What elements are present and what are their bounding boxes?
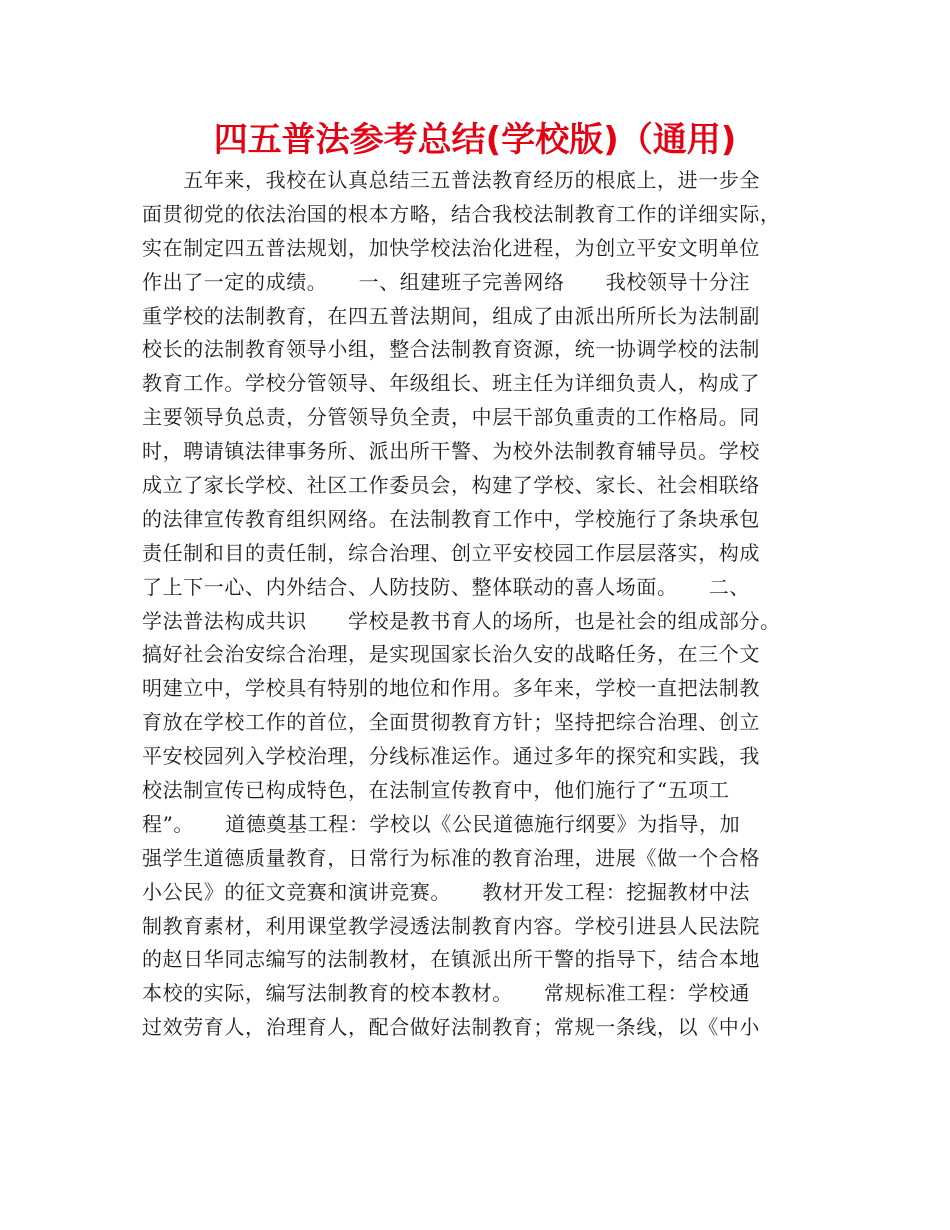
body-line: 育放在学校工作的首位，全面贯彻教育方针；坚持把综合治理、创立 — [142, 710, 760, 735]
document-title: 四五普法参考总结(学校版)（通用) — [213, 120, 737, 160]
body-line: 的赵日华同志编写的法制教材，在镇派出所干警的指导下，结合本地 — [142, 947, 760, 972]
body-line: 教育工作。学校分管领导、年级组长、班主任为详细负责人，构成了 — [142, 371, 760, 396]
body-line: 搞好社会治安综合治理，是实现国家长治久安的战略任务，在三个文 — [142, 642, 760, 667]
body-line: 了上下一心、内外结合、人防技防、整体联动的喜人场面。 二、 — [142, 574, 750, 599]
body-line: 时，聘请镇法律事务所、派出所干警、为校外法制教育辅导员。学校 — [142, 439, 760, 464]
body-line: 重学校的法制教育，在四五普法期间，组成了由派出所所长为法制副 — [142, 303, 760, 328]
body-line: 强学生道德质量教育，日常行为标准的教育治理，进展《做一个合格 — [142, 845, 760, 870]
body-line: 明建立中，学校具有特别的地位和作用。多年来，学校一直把法制教 — [142, 676, 760, 701]
body-line: 学法普法构成共识 学校是教书育人的场所，也是社会的组成部分。 — [142, 608, 781, 633]
body-line: 责任制和目的责任制，综合治理、创立平安校园工作层层落实，构成 — [142, 540, 760, 565]
body-line: 小公民》的征文竞赛和演讲竞赛。 教材开发工程：挖掘教材中法 — [142, 879, 750, 904]
body-line: 校法制宣传已构成特色，在法制宣传教育中，他们施行了“五项工 — [142, 778, 730, 803]
body-line: 作出了一定的成绩。 一、组建班子完善网络 我校领导十分注 — [142, 269, 750, 294]
body-line: 程”。 道德奠基工程：学校以《公民道德施行纲要》为指导，加 — [142, 811, 741, 836]
body-line: 校长的法制教育领导小组，整合法制教育资源，统一协调学校的法制 — [142, 337, 760, 362]
body-line: 五年来，我校在认真总结三五普法教育经历的根底上，进一步全 — [142, 168, 760, 192]
body-line: 制教育素材，利用课堂教学浸透法制教育内容。学校引进县人民法院 — [142, 913, 760, 938]
document-body — [142, 164, 832, 1045]
body-line: 本校的实际，编写法制教育的校本教材。 常规标准工程：学校通 — [142, 981, 750, 1006]
body-line: 过效劳育人，治理育人，配合做好法制教育；常规一条线，以《中小 — [142, 1015, 760, 1040]
body-line: 主要领导负总责，分管领导负全责，中层干部负重责的工作格局。同 — [142, 405, 760, 430]
body-line: 的法律宣传教育组织网络。在法制教育工作中，学校施行了条块承包 — [142, 506, 760, 531]
body-line: 面贯彻党的依法治国的根本方略，结合我校法制教育工作的详细实际， — [142, 201, 781, 226]
body-line: 平安校园列入学校治理，分线标准运作。通过多年的探究和实践，我 — [142, 744, 760, 769]
body-line: 实在制定四五普法规划，加快学校法治化进程，为创立平安文明单位 — [142, 235, 760, 260]
body-line: 成立了家长学校、社区工作委员会，构建了学校、家长、社会相联络 — [142, 473, 760, 498]
